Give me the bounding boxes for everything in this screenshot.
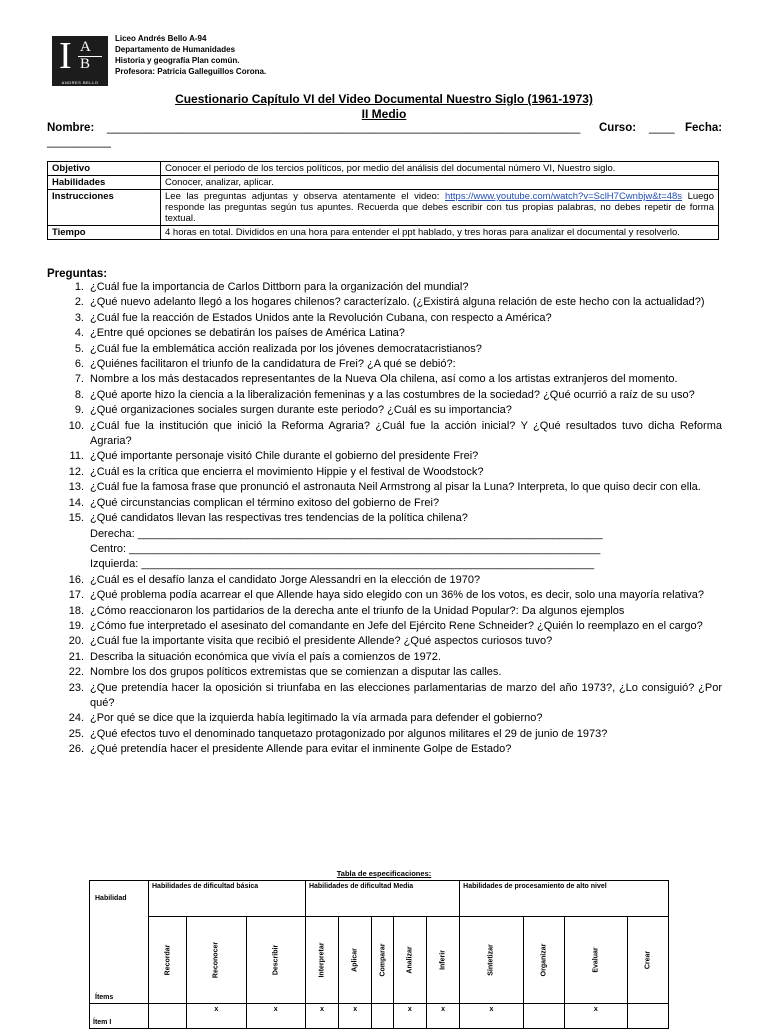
instrucciones-label: Instrucciones [48, 190, 161, 226]
list-item: 19. ¿Cómo fue interpretado el asesinato del comandante en Jefe del Ejército Rene Schneider? ¿Quién lo reemplazo en el cargo? [68, 619, 703, 632]
skill-header-comparar: Comparar [372, 917, 393, 1004]
items-header: Ítems [95, 994, 114, 1001]
objetivo-value: Conocer el periodo de los tercios políticos, por medio del análisis del documental número VI, Nuestro siglo. [161, 162, 719, 176]
table-row [48, 190, 719, 226]
skill-header-aplicar: Aplicar [339, 917, 372, 1004]
group-basic-header: Habilidades de dificultad básica [149, 881, 306, 917]
questions-list [62, 280, 722, 758]
skill-header-reconocer: Reconocer [187, 917, 246, 1004]
group-media-header: Habilidades de dificultad Media [305, 881, 459, 917]
list-item: 13. ¿Cuál fue la famosa frase que pronunció el astronauta Neil Armstrong al pisar la Luna? Interpreta, lo que quiso decir con ella. [68, 481, 701, 494]
skill-mark-cell [523, 1004, 564, 1029]
skill-header-organizar: Organizar [523, 917, 564, 1004]
list-item: 26. ¿Qué pretendía hacer el presidente Allende para evitar el inminente Golpe de Estado? [68, 743, 512, 756]
list-item: 23. ¿Que pretendía hacer la oposición si triunfaba en las elecciones parlamentarias de marzo del año 1973?, ¿Lo consiguió? ¿Por qué? [68, 681, 722, 709]
logo-letter-a: A [80, 39, 91, 55]
subject-name: Historia y geografía Plan común. [115, 56, 240, 65]
activity-info-table [47, 161, 719, 240]
table-row [90, 1004, 669, 1029]
fecha-field[interactable]: __________ [47, 136, 111, 148]
list-item: 5. ¿Cuál fue la emblemática acción realizada por los jóvenes democratacristianos? [74, 342, 482, 355]
list-item: 11. ¿Qué importante personaje visitó Chile durante el gobierno del presidente Frei? [69, 450, 479, 463]
tendencia-centro-field[interactable]: Centro: _____________________________________________________________________________ [90, 542, 601, 555]
skill-mark-cell: x [246, 1004, 305, 1029]
list-item: 6. ¿Quiénes facilitaron el triunfo de la candidatura de Frei? ¿A qué se debió?: [74, 358, 456, 371]
list-item: 22. Nombre los dos grupos políticos extremistas que se comienzan a disputar las calles. [68, 666, 502, 679]
skill-header-interpretar: Interpretar [305, 917, 338, 1004]
skill-header-describir: Describir [246, 917, 305, 1004]
list-item: 1. ¿Cuál fue la importancia de Carlos Dittborn para la organización del mundial? [74, 281, 469, 293]
logo-letter-i: I [59, 35, 72, 77]
table-row [48, 162, 719, 176]
habilidades-value: Conocer, analizar, aplicar. [161, 176, 719, 190]
document-title [0, 92, 768, 122]
school-logo [52, 36, 108, 86]
habilidad-header: Habilidad [95, 895, 127, 902]
logo-caption: ANDRES BELLO [61, 80, 99, 85]
school-header [115, 33, 266, 77]
list-item: 16. ¿Cuál es el desafío lanza el candidato Jorge Alessandri en la elección de 1970? [68, 573, 481, 586]
table-row [48, 176, 719, 190]
department-name: Departamento de Humanidades [115, 45, 236, 54]
skill-mark-cell [372, 1004, 393, 1029]
list-item: 8. ¿Qué aporte hizo la ciencia a la liberalización femeninas y a las costumbres de la sociedad? ¿Qué ocurrió a raíz de su uso? [74, 388, 695, 401]
list-item: 3. ¿Cuál fue la reacción de Estados Unidos ante la Revolución Cubana, con respecto a América? [74, 311, 552, 324]
tendencia-izquierda-field[interactable]: Izquierda: __________________________________________________________________________ [90, 558, 595, 571]
nombre-field[interactable]: __________________________________________________________________________ [107, 122, 581, 134]
list-item: 10. ¿Cuál fue la institución que inició la Reforma Agraria? ¿Cuál fue la acción inicial? Y ¿Qué resultados tuvo dicha Reforma Agraria? [68, 419, 722, 448]
list-item: 24. ¿Por qué se dice que la izquierda había legitimado la vía armada para defender el gobierno? [68, 712, 543, 725]
skill-mark-cell: x [426, 1004, 459, 1029]
school-name: Liceo Andrés Bello A-94 [115, 34, 207, 43]
skill-mark-cell: x [393, 1004, 426, 1029]
instrucciones-post: Luego responde las preguntas según tus apuntes. Recuerda que debes escribir con tus propias palabras, no debes repetir de forma textual. [165, 191, 715, 224]
list-item: 25. ¿Qué efectos tuvo el denominado tanquetazo protagonizado por algunos militares el 29 de junio de 1973? [68, 727, 608, 740]
logo-letter-b: B [80, 56, 91, 72]
skill-mark-cell: x [564, 1004, 628, 1029]
skill-header-analizar: Analizar [393, 917, 426, 1004]
instrucciones-pre: Lee las preguntas adjuntas y observa atentamente el video: [165, 191, 445, 202]
teacher-name: Profesora: Patricia Galleguillos Corona. [115, 67, 267, 76]
table-row [48, 226, 719, 240]
fecha-label: Fecha: [685, 122, 723, 134]
row-label: Ítem I [90, 1004, 149, 1029]
instrucciones-value [161, 190, 719, 226]
list-item: 14. ¿Qué circunstancias complican el término exitoso del gobierno de Frei? [68, 496, 440, 509]
skill-mark-cell [628, 1004, 669, 1029]
skill-mark-cell: x [187, 1004, 246, 1029]
skill-header-evaluar: Evaluar [564, 917, 628, 1004]
skill-header-sintetizar: Sintetizar [460, 917, 524, 1004]
tiempo-label: Tiempo [48, 226, 161, 240]
skill-mark-cell: x [339, 1004, 372, 1029]
list-item: 9. ¿Qué organizaciones sociales surgen durante este periodo? ¿Cuál es su importancia? [74, 404, 512, 417]
table-row [90, 881, 669, 917]
tiempo-value: 4 horas en total. Divididos en una hora para entender el ppt hablado, y tres horas para analizar el documental y resolverlo. [161, 226, 719, 240]
list-item: 15. ¿Qué candidatos llevan las respectivas tres tendencias de la política chilena? Derecha: ____________________________________________________________________________ Centro: _____________________________________________________________________________ Izquierda: __________________________________________________________________________ [62, 511, 722, 573]
habilidades-label: Habilidades [48, 176, 161, 190]
list-item: 7. Nombre a los más destacados representantes de la Nueva Ola chilena, así como a los artistas extranjeros del momento. [74, 373, 678, 386]
list-item: 21. Describa la situación económica que vivía el país a comienzos de 1972. [68, 650, 441, 663]
nombre-label: Nombre: [47, 122, 95, 134]
skill-header-recordar: Recordar [149, 917, 187, 1004]
table-row [90, 917, 669, 1004]
group-alto-header: Habilidades de procesamiento de alto nivel [460, 881, 669, 917]
curso-field[interactable]: ____ [649, 122, 675, 134]
list-item: 12. ¿Cuál es la crítica que encierra el movimiento Hippie y el festival de Woodstock? [68, 465, 484, 478]
list-item: 17. ¿Qué problema podía acarrear el que Allende haya sido elegido con un 36% de los votos, es decir, solo una mayoría relativa? [68, 589, 704, 602]
list-item: 20. ¿Cuál fue la importante visita que recibió el presidente Allende? ¿Qué aspectos curiosos tuvo? [68, 635, 553, 648]
habilidad-items-cell [90, 881, 149, 1004]
list-item: 4. ¿Entre qué opciones se debatirán los países de América Latina? [74, 327, 405, 340]
skill-header-crear: Crear [628, 917, 669, 1004]
spec-table [89, 880, 669, 1029]
skill-header-inferir: Inferir [426, 917, 459, 1004]
title-level: II Medio [361, 107, 407, 121]
list-item: 2. ¿Qué nuevo adelanto llegó a los hogares chilenos? caracterízalo. (¿Existirá alguna relación de este hecho con la actualidad?) [74, 296, 705, 309]
skill-mark-cell [149, 1004, 187, 1029]
title-main: Cuestionario Capítulo VI del Video Documental Nuestro Siglo (1961-1973) [175, 92, 593, 106]
tendencia-derecha-field[interactable]: Derecha: ____________________________________________________________________________ [90, 527, 603, 540]
questions-heading: Preguntas: [47, 268, 108, 280]
skill-mark-cell: x [305, 1004, 338, 1029]
curso-label: Curso: [599, 122, 637, 134]
skill-mark-cell: x [460, 1004, 524, 1029]
objetivo-label: Objetivo [48, 162, 161, 176]
list-item: 18. ¿Cómo reaccionaron los partidarios de la derecha ante el triunfo de la Unidad Popular?: Da algunos ejemplos [68, 604, 625, 617]
spec-table-caption: Tabla de especificaciones: [336, 869, 432, 878]
video-link[interactable]: https://www.youtube.com/watch?v=SclH7Cwnbjw&t=48s [444, 191, 683, 202]
